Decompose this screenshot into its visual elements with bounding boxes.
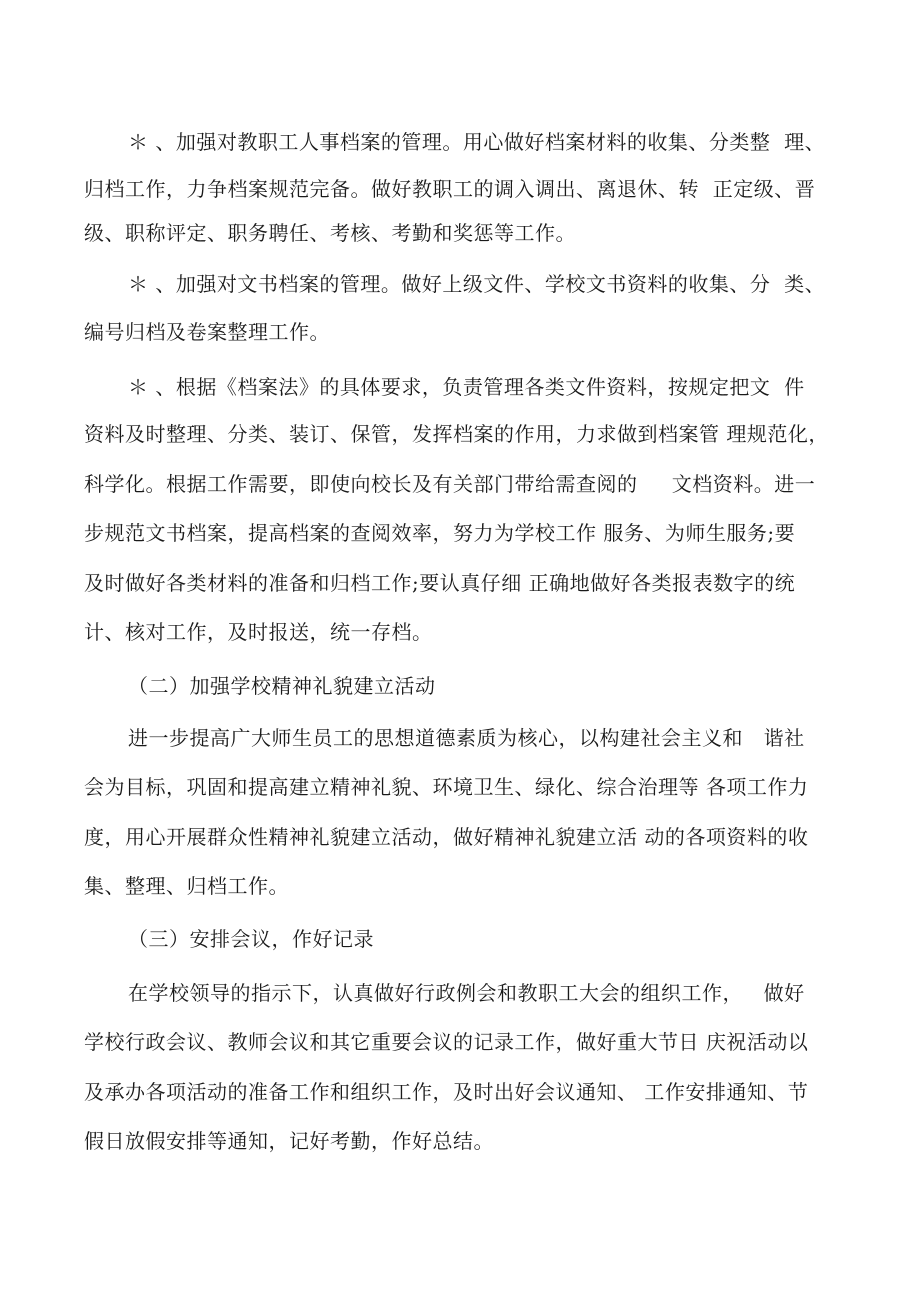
text-line: 计、核对工作，及时报送，统一存档。 (84, 620, 433, 644)
text-line: 在学校领导的指示下，认真做好行政例会和教职工大会的组织工作， 做好 (128, 981, 805, 1005)
text-line: 及时做好各类材料的准备和归档工作;要认真仔细 正确地做好各类报表数字的统 (84, 571, 796, 595)
text-line: 资料及时整理、分类、装订、保管，发挥档案的作用，力求做到档案管 理规范化， (84, 422, 829, 446)
text-line: 会为目标，巩固和提高建立精神礼貌、环境卫生、绿化、综合治理等 各项工作力 (84, 775, 809, 799)
text-line: 级、职称评定、职务聘任、考核、考勤和奖惩等工作。 (84, 221, 576, 245)
text-line: 度，用心开展群众性精神礼貌建立活动，做好精神礼貌建立活 动的各项资料的收 (84, 825, 809, 849)
text-line: 进一步提高广大师生员工的思想道德素质为核心，以构建社会主义和 谐社 (128, 726, 805, 750)
text-line: 假日放假安排等通知，记好考勤，作好总结。 (84, 1129, 494, 1153)
text-line: 科学化。根据工作需要，即使向校长及有关部门带给需查阅的 文档资料。进一 (84, 472, 816, 496)
section-heading-meetings: （三）安排会议，作好记录 (128, 927, 374, 951)
section-heading-spiritual-civilization: （二）加强学校精神礼貌建立活动 (128, 674, 436, 698)
text-line: 归档工作，力争档案规范完备。做好教职工的调入调出、离退休、转 正定级、晋 (84, 177, 816, 201)
text-line: 学校行政会议、教师会议和其它重要会议的记录工作，做好重大节日 庆祝活动以 (84, 1030, 809, 1054)
text-line: ＊ 、加强对文书档案的管理。做好上级文件、学校文书资料的收集、分 类、 (128, 272, 826, 296)
text-line: ＊ 、根据《档案法》的具体要求，负责管理各类文件资料，按规定把文 件 (128, 375, 805, 399)
text-line: 步规范文书档案，提高档案的查阅效率，努力为学校工作 服务、为师生服务;要 (84, 521, 796, 545)
text-line: 集、整理、归档工作。 (84, 874, 289, 898)
text-line: 及承办各项活动的准备工作和组织工作，及时出好会议通知、 工作安排通知、节 (84, 1080, 809, 1104)
text-line: 编号归档及卷案整理工作。 (84, 320, 330, 344)
text-line: ＊ 、加强对教职工人事档案的管理。用心做好档案材料的收集、分类整 理、 (128, 130, 826, 154)
